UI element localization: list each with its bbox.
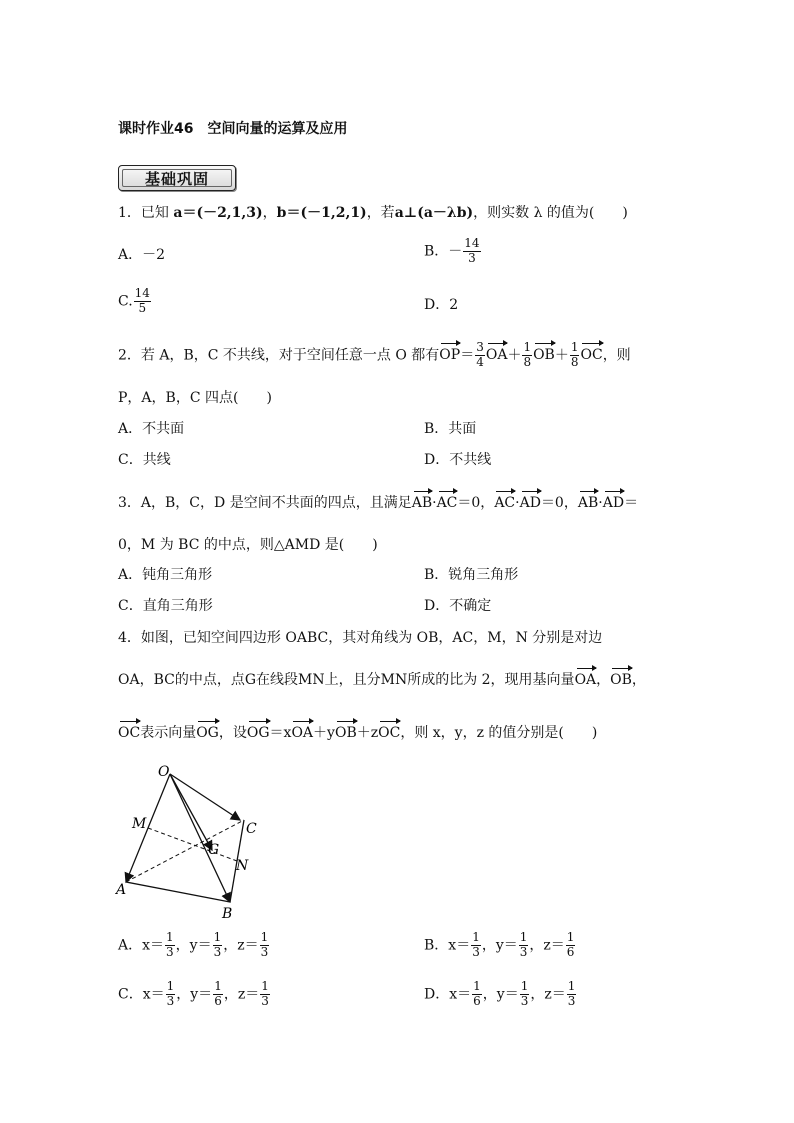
fraction: $\frac{14}{3}$ [464, 236, 480, 265]
q3-option-c[interactable]: C．直角三角形 [118, 598, 213, 614]
q4-stem-line3: OC表示向量OG，设OG＝xOA＋yOB＋zOC，则 x，y，z 的值分别是( ) [118, 725, 598, 741]
fraction: $\frac{14}{5}$ [134, 286, 150, 315]
edge-ab [126, 882, 230, 902]
section-badge-label: 基础巩固 [122, 169, 232, 187]
section-badge [118, 165, 236, 191]
q2-option-a[interactable]: A．不共面 [118, 421, 185, 437]
q3-stem-line1: 3．A，B，C，D 是空间不共面的四点，且满足AB·AC＝0，AC·AD＝0，AB·AD＝ [118, 495, 639, 511]
vector-op: OP [439, 347, 461, 364]
q2-option-d[interactable]: D．不共线 [424, 452, 492, 468]
q2-stem-line1: 2．若 A，B，C 不共线，对于空间任意一点 O 都有OP＝ $\frac{3}{4}$ OA＋ $\frac{1}{8}$ OB＋ $\frac{1}{8}$ OC，则 [118, 340, 631, 369]
q2-option-b[interactable]: B．共面 [424, 421, 477, 437]
q1-option-d[interactable]: D．2 [424, 297, 459, 313]
q1-option-b[interactable]: B．－ $\frac{14}{3}$ [424, 236, 480, 265]
vector-oc: OC [580, 347, 603, 364]
q3-option-b[interactable]: B．锐角三角形 [424, 567, 519, 583]
vector-ob: OB [533, 347, 555, 364]
q3-stem-line2: 0，M 为 BC 的中点，则△AMD 是( ) [118, 537, 378, 553]
q1-option-a[interactable]: A．－2 [118, 247, 166, 263]
segment-mn [148, 828, 237, 861]
q2-stem-line2: P，A，B，C 四点( ) [118, 390, 272, 406]
tetrahedron-figure [112, 762, 272, 922]
label-m: M [132, 816, 147, 832]
q4-option-b[interactable]: B．x＝ $\frac{1}{3}$ ，y＝ $\frac{1}{3}$ ，z＝ $\frac{1}{6}$ [424, 930, 575, 959]
vector-oa: OA [485, 347, 508, 364]
label-o: O [158, 764, 170, 780]
q4-option-d[interactable]: D．x＝ $\frac{1}{6}$ ，y＝ $\frac{1}{3}$ ，z＝ $\frac{1}{3}$ [424, 979, 576, 1008]
label-b: B [222, 906, 233, 922]
q4-stem-line1: 4．如图，已知空间四边形 OABC，其对角线为 OB，AC，M，N 分别是对边 [118, 630, 603, 646]
q1-stem: 1．已知 a＝(－2,1,3)，b＝(－1,2,1)，若a⊥(a－λb)，则实数 λ 的值为( ) [118, 205, 628, 221]
label-g: G [208, 842, 220, 858]
label-c: C [246, 821, 257, 837]
q3-option-d[interactable]: D．不确定 [424, 598, 492, 614]
q4-option-c[interactable]: C．x＝ $\frac{1}{3}$ ，y＝ $\frac{1}{6}$ ，z＝ $\frac{1}{3}$ [118, 979, 269, 1008]
label-a: A [116, 882, 127, 898]
q1-option-c[interactable]: C. $\frac{14}{5}$ [118, 286, 150, 315]
q4-option-a[interactable]: A．x＝ $\frac{1}{3}$ ，y＝ $\frac{1}{3}$ ，z＝ $\frac{1}{3}$ [118, 930, 269, 959]
label-n: N [236, 858, 249, 874]
q2-option-c[interactable]: C．共线 [118, 452, 171, 468]
page-title: 课时作业46 空间向量的运算及应用 [118, 121, 348, 137]
q4-stem-line2: OA，BC的中点，点G在线段MN上，且分MN所成的比为 2，现用基向量OA，OB， [118, 672, 646, 688]
q3-option-a[interactable]: A．钝角三角形 [118, 567, 213, 583]
